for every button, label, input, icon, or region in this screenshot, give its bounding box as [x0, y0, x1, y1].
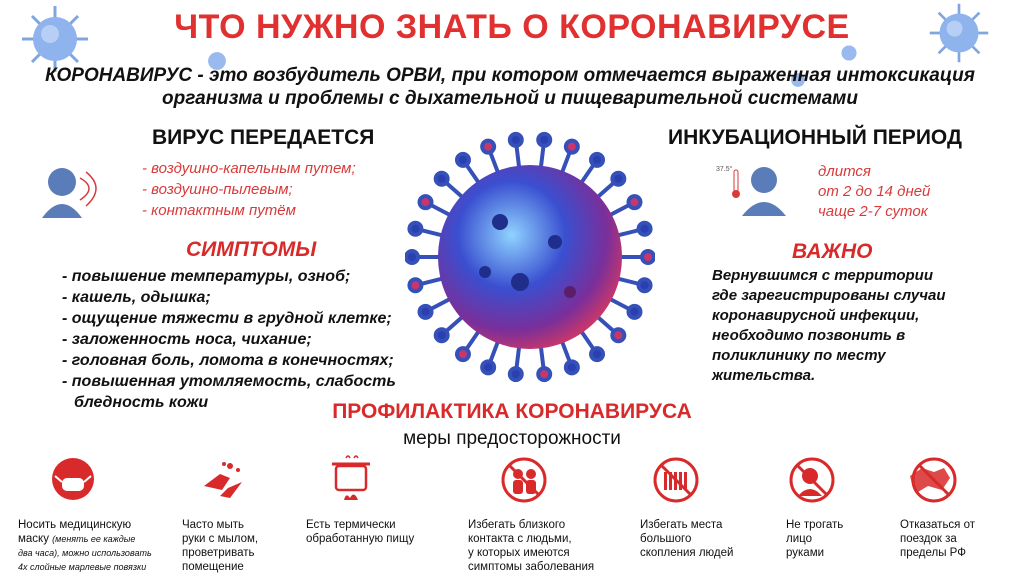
- mask-icon: [50, 456, 96, 502]
- virus-spike-tip: [420, 196, 432, 208]
- intro-body: - это возбудитель ОРВИ, при котором отмечается выраженная интоксикация организма и проблемы с дыхательной и пищеварительной системами: [162, 65, 975, 109]
- tip-line: лицо: [786, 533, 812, 545]
- tip-note: (менять ее каждые: [52, 534, 136, 544]
- virus-spike-tip: [591, 348, 603, 360]
- virus-spike-tip: [457, 154, 469, 166]
- thermometer-label: 37.5°: [716, 166, 733, 173]
- virus-spike-tip: [642, 251, 654, 263]
- transmission-list: [142, 158, 356, 221]
- virus-spike-tip: [639, 223, 651, 235]
- important-line: жительства.: [712, 367, 816, 384]
- list-item: - воздушно-капельным путем;: [142, 160, 356, 177]
- virus-spike-tip: [628, 196, 640, 208]
- virus-spike-tip: [482, 361, 494, 373]
- tip-line: Есть термически: [306, 519, 396, 531]
- important-line: где зарегистрированы случаи: [712, 287, 946, 304]
- tip-line: Часто мыть: [182, 519, 244, 531]
- important-text: [712, 266, 946, 386]
- tip-line: помещение: [182, 561, 244, 573]
- virus-spike-tip: [409, 279, 421, 291]
- cooking-pot-icon: [328, 452, 374, 504]
- virus-spike-tip: [510, 134, 522, 146]
- incubation-line: длится: [818, 163, 871, 180]
- airborne-person-icon: [40, 160, 108, 218]
- no-contact-icon: [500, 456, 548, 504]
- virus-spike-tip: [628, 306, 640, 318]
- tip-line: Носить медицинскую: [18, 519, 132, 531]
- tip-line: проветривать: [182, 547, 255, 559]
- incubation-heading: ИНКУБАЦИОННЫЙ ПЕРИОД: [668, 126, 962, 149]
- symptoms-heading: СИМПТОМЫ: [186, 238, 317, 261]
- virus-spike-tip: [420, 306, 432, 318]
- list-item: - повышение температуры, озноб;: [62, 268, 351, 285]
- list-item: - кашель, одышка;: [62, 289, 211, 306]
- list-item: - повышенная утомляемость, слабость: [62, 373, 396, 390]
- virus-spike-tip: [538, 368, 550, 380]
- incubation-line: от 2 до 14 дней: [818, 183, 931, 200]
- tip-line: симптомы заболевания: [468, 561, 595, 573]
- list-item: - ощущение тяжести в грудной клетке;: [62, 310, 392, 327]
- tip-line: руки с мылом,: [182, 533, 259, 545]
- tip-line: Не трогать: [786, 519, 844, 531]
- intro-text: [30, 64, 990, 110]
- virus-spike-tip: [436, 173, 448, 185]
- virus-spike-tip: [406, 251, 418, 263]
- tip-line: Избегать близкого: [468, 519, 566, 531]
- tip-line: Избегать места: [640, 519, 723, 531]
- incubation-text: [818, 162, 930, 222]
- hand-wash-icon: [200, 456, 246, 502]
- virus-spike-tip: [612, 329, 624, 341]
- incubation-line: чаще 2-7 суток: [818, 203, 928, 220]
- tip-line: Отказаться от: [900, 519, 976, 531]
- important-heading: ВАЖНО: [792, 240, 873, 263]
- list-item: бледность кожи: [74, 394, 209, 411]
- virus-spike-tip: [639, 279, 651, 291]
- no-crowd-icon: [652, 456, 700, 504]
- prevention-subheading: меры предосторожности: [403, 428, 621, 449]
- prevention-heading: ПРОФИЛАКТИКА КОРОНАВИРУСА: [332, 400, 692, 423]
- important-line: Вернувшимся с территории: [712, 267, 934, 284]
- sick-person-icon: [728, 160, 792, 216]
- virus-spike-tip: [566, 141, 578, 153]
- symptoms-list: [62, 266, 396, 413]
- intro-lead: КОРОНАВИРУС: [45, 65, 193, 86]
- page-title: ЧТО НУЖНО ЗНАТЬ О КОРОНАВИРУСЕ: [174, 8, 850, 46]
- tip-line: обработанную пищу: [306, 533, 415, 545]
- virus-spike-tip: [591, 154, 603, 166]
- thermometer-person-icon: [716, 160, 792, 216]
- tip-line: большого: [640, 533, 692, 545]
- virus-spike-tip: [409, 223, 421, 235]
- transmission-heading: ВИРУС ПЕРЕДАЕТСЯ: [152, 126, 375, 149]
- no-touch-face-icon: [788, 456, 836, 504]
- tip-line: контакта с людьми,: [468, 533, 572, 545]
- tip-line: маску: [18, 533, 49, 545]
- coronavirus-illustration-icon: [405, 122, 655, 392]
- tip-line: руками: [786, 547, 825, 559]
- important-line: необходимо позвонить в: [712, 327, 906, 344]
- virus-spike-tip: [612, 173, 624, 185]
- tip-line: у которых имеются: [468, 547, 570, 559]
- important-line: поликлинику по месту: [712, 347, 886, 364]
- tip-line: поездок за: [900, 533, 957, 545]
- virus-spike-tip: [510, 368, 522, 380]
- list-item: - воздушно-пылевым;: [142, 181, 293, 198]
- tip-line: пределы РФ: [900, 547, 966, 559]
- virus-spike-tip: [436, 329, 448, 341]
- list-item: - контактным путём: [142, 202, 296, 219]
- list-item: - головная боль, ломота в конечностях;: [62, 352, 394, 369]
- virus-spike-tip: [566, 361, 578, 373]
- virus-spike-tip: [538, 134, 550, 146]
- tip-note: 4х слойные марлевые повязки: [18, 562, 147, 572]
- virus-spike-tip: [482, 141, 494, 153]
- tip-note: два часа), можно использовать: [18, 548, 152, 558]
- important-line: коронавирусной инфекции,: [712, 307, 920, 324]
- list-item: - заложенность носа, чихание;: [62, 331, 312, 348]
- virus-spike-tip: [457, 348, 469, 360]
- tip-line: скопления людей: [640, 547, 734, 559]
- no-travel-icon: [904, 456, 958, 504]
